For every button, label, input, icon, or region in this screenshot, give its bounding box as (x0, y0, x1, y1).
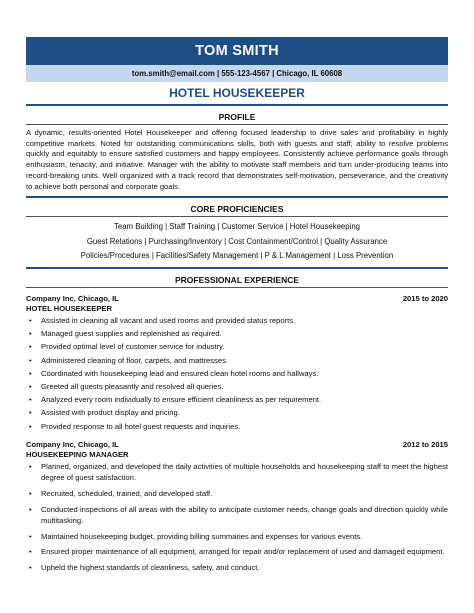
list-item: • Assisted with product display and pricing. (26, 407, 448, 418)
list-item: • Administered cleaning of floor, carpets, and mattresses. (26, 355, 448, 366)
competencies-heading: CORE PROFICIENCIES (190, 204, 284, 214)
experience-heading: PROFESSIONAL EXPERIENCE (174, 275, 300, 285)
list-item: • Maintained housekeeping budget, providing billing summaries and expenses for various events. (26, 531, 448, 542)
job-dates: 2012 to 2015 (402, 440, 448, 449)
list-item: • Managed guest supplies and replenished as required. (26, 328, 448, 339)
list-item: • Ensured proper maintenance of all equipment, arranged for repair and/or replacement of used and damaged equipment. (26, 546, 448, 557)
profile-heading-rule (26, 124, 448, 125)
list-item: • Assisted in cleaning all vacant and used rooms and provided status reports. (26, 315, 448, 326)
competencies-heading-rule (26, 216, 448, 217)
competency-line: Policies/Procedures | Facilities/Safety Management | P & L Management | Loss Prevention (80, 251, 394, 260)
competency-line: Guest Relations | Purchasing/Inventory | Cost Containment/Control | Quality Assurance (86, 237, 388, 246)
list-item: • Provided optimal level of customer service for industry. (26, 341, 448, 352)
list-item: • Coordinated with housekeeping lead and ensured clean hotel rooms and hallways. (26, 368, 448, 379)
contact-info: tom.smith@email.com | 555-123-4567 | Chicago, IL 60608 (26, 65, 448, 82)
competency-line: Team Building | Staff Training | Customer Service | Hotel Housekeeping (113, 222, 361, 231)
job-header (26, 294, 448, 314)
job-bullet-list (26, 315, 448, 434)
job-dates: 2015 to 2020 (402, 294, 448, 303)
job-role: HOUSEKEEPING MANAGER (26, 450, 129, 459)
profile-summary: A dynamic, results-oriented Hotel Housekeeper and offering focused leadership to drive sales and profitability in highly competitive markets. Noted for outstanding communications skills, both with guests and staff; ability to resolve problems quickly and equitably to ensure satisfied customers and happy employees. Consistently achieve performance goals through enthusiasm, tenacity, and initiative. Manager with the ability to motivate staff members and turn under-producing teams into record-breaking units. Well organized with a track record that demonstrates self-motivation, perseverance, and the creativity to achieve both personal and corporate goals. (26, 128, 448, 191)
list-item: • Provided response to all hotel guest requests and inquiries. (26, 421, 448, 432)
experience-heading-rule (26, 287, 448, 288)
list-item: • Greeted all guests pleasantly and resolved all queries. (26, 381, 448, 392)
section-divider (26, 196, 448, 198)
candidate-name: TOM SMITH (26, 37, 448, 65)
list-item: • Recruited, scheduled, trained, and developed staff. (26, 488, 448, 499)
job-company: Company Inc, Chicago, IL (26, 294, 119, 303)
job-role: HOTEL HOUSEKEEPER (26, 304, 112, 313)
job-header (26, 440, 448, 460)
profile-heading: PROFILE (218, 112, 256, 122)
list-item: • Planned, organized, and developed the daily activities of multiple households and housekeeping staff to meet the highest degree of guest satisfaction. (26, 461, 448, 483)
list-item: • Upheld the highest standards of cleanliness, safety, and conduct. (26, 562, 448, 573)
title-divider (26, 104, 448, 106)
job-title: HOTEL HOUSEKEEPER (169, 86, 305, 100)
job-bullet-list (26, 461, 448, 578)
list-item: • Analyzed every room individually to ensure efficient cleanliness as per requirement. (26, 394, 448, 405)
section-divider (26, 267, 448, 269)
list-item: • Conducted inspections of all areas with the ability to anticipate customer needs, change goals and direction quickly while multitasking. (26, 504, 448, 526)
job-company: Company Inc, Chicago, IL (26, 440, 119, 449)
